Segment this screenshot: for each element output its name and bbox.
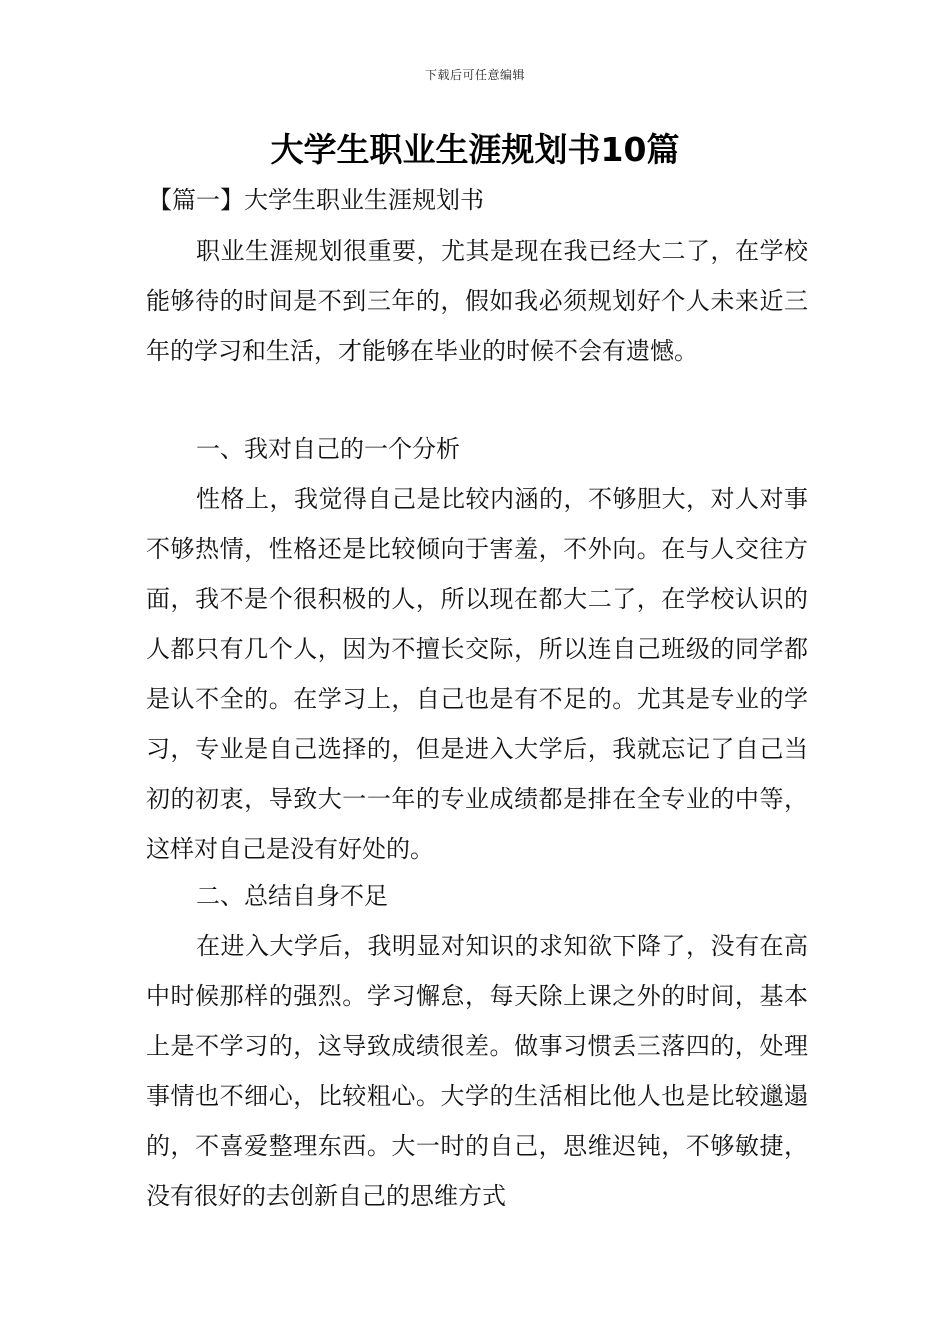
- section-heading: 【篇一】大学生职业生涯规划书: [148, 186, 484, 214]
- paragraph-intro: 职业生涯规划很重要，尤其是现在我已经大二了，在学校能够待的时间是不到三年的，假如我必须规划好个人未来近三年的学习和生活，才能够在毕业的时候不会有遗憾。: [146, 237, 808, 365]
- paragraph-shortcomings: 在进入大学后，我明显对知识的求知欲下降了，没有在高中时候那样的强烈。学习懈怠，每天除上课之外的时间，基本上是不学习的，这导致成绩很差。做事习惯丢三落四的，处理事情也不细心，比较粗心。大学的生活相比他人也是比较邋遢的，不喜爱整理东西。大一时的自己，思维迟钝，不够敏捷，没有很好的去创新自己的思维方式: [146, 932, 808, 1210]
- document-title: 大学生职业生涯规划书10篇: [270, 130, 680, 169]
- header-note: 下载后可任意编辑: [424, 68, 525, 82]
- paragraph-self-analysis: 性格上，我觉得自己是比较内涵的，不够胆大，对人对事不够热情，性格还是比较倾向于害羞，不外向。在与人交往方面，我不是个很积极的人，所以现在都大二了，在学校认识的人都只有几个人，因为不擅长交际，所以连自己班级的同学都是认不全的。在学习上，自己也是有不足的。尤其是专业的学习，专业是自己选择的，但是进入大学后，我就忘记了自己当初的初衷，导致大一一年的专业成绩都是排在全专业的中等，这样对自己是没有好处的。: [146, 485, 808, 863]
- subheading-shortcomings: 二、总结自身不足: [196, 882, 388, 910]
- subheading-self-analysis: 一、我对自己的一个分析: [196, 435, 460, 463]
